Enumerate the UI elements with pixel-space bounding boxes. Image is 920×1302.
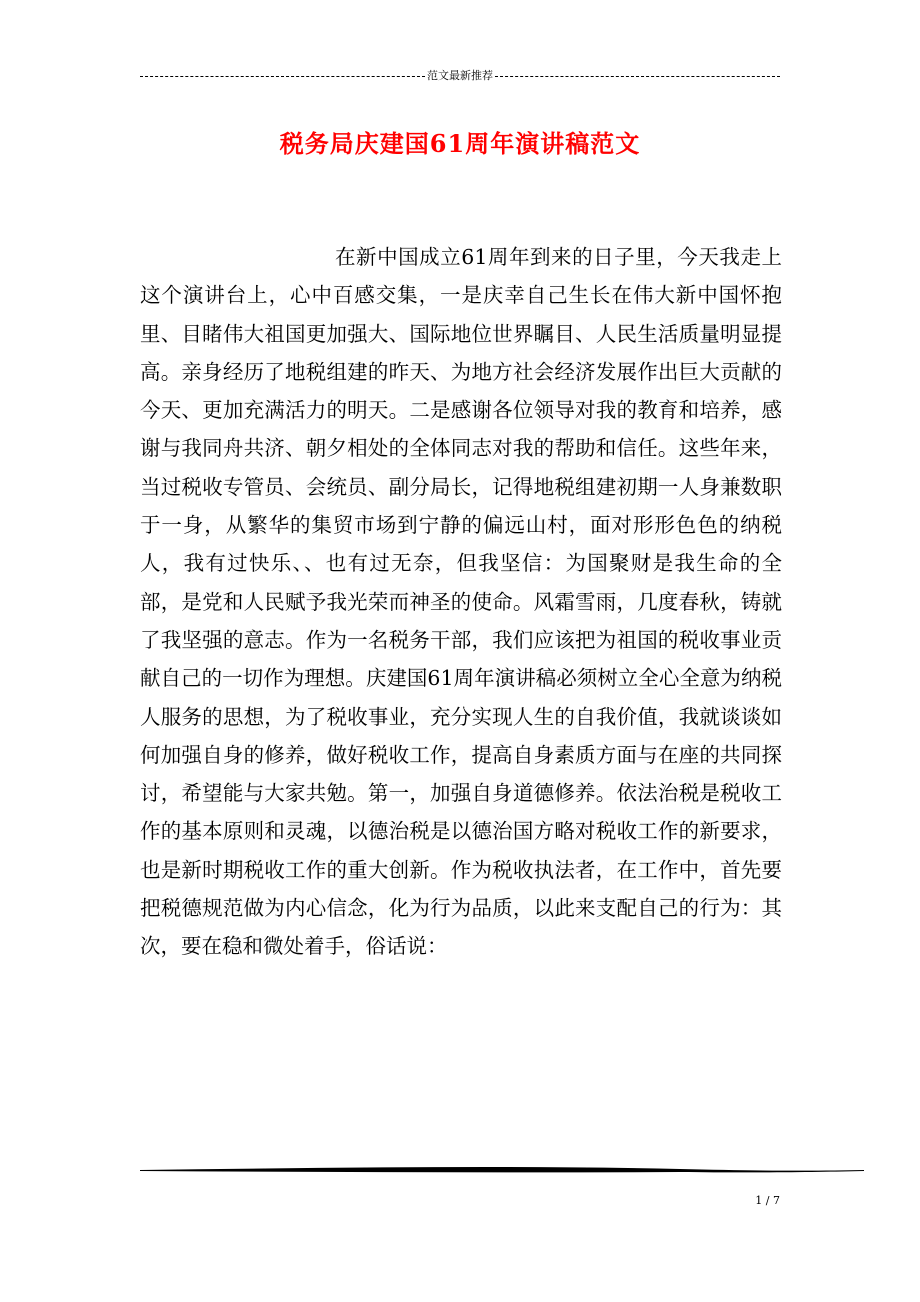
header-label: 范文最新推荐	[427, 69, 493, 82]
document-title: 税务局庆建国61周年演讲稿范文	[279, 129, 641, 158]
document-body: 在新中国成立61周年到来的日子里，今天我走上这个演讲台上，心中百感交集，一是庆幸自己生长在伟大新中国怀抱里、目睹伟大祖国更加强大、国际地位世界瞩目、人民生活质量明显提高。亲身经历了地税组建的昨天、为地方社会经济发展作出巨大贡献的今天、更加充满活力的明天。二是感谢各位领导对我的教育和培养，感谢与我同舟共济、朝夕相处的全体同志对我的帮助和信任。这些年来，当过税收专管员、会统员、副分局长，记得地税组建初期一人身兼数职于一身，从繁华的集贸市场到宁静的偏远山村，面对形形色色的纳税人，我有过快乐、、也有过无奈，但我坚信：为国聚财是我生命的全部，是党和人民赋予我光荣而神圣的使命。风霜雪雨，几度春秋，铸就了我坚强的意志。作为一名税务干部，我们应该把为祖国的税收事业贡献自己的一切作为理想。庆建国61周年演讲稿必须树立全心全意为纳税人服务的思想，为了税收事业，充分实现人生的自我价值，我就谈谈如何加强自身的修养，做好税收工作，提高自身素质方面与在座的共同探讨，希望能与大家共勉。第一，加强自身道德修养。依法治税是税收工作的基本原则和灵魂，以德治税是以德治国方略对税收工作的新要求，也是新时期税收工作的重大创新。作为税收执法者，在工作中，首先要把税德规范做为内心信念，化为行为品质，以此来支配自己的行为：其次，要在稳和微处着手，俗话说：	[140, 245, 782, 959]
header-dash-left	[140, 76, 425, 77]
page-number: 1 / 7	[755, 1194, 780, 1207]
footer-rule	[140, 1163, 864, 1177]
page-header	[140, 68, 780, 84]
header-dash-right	[495, 76, 780, 77]
